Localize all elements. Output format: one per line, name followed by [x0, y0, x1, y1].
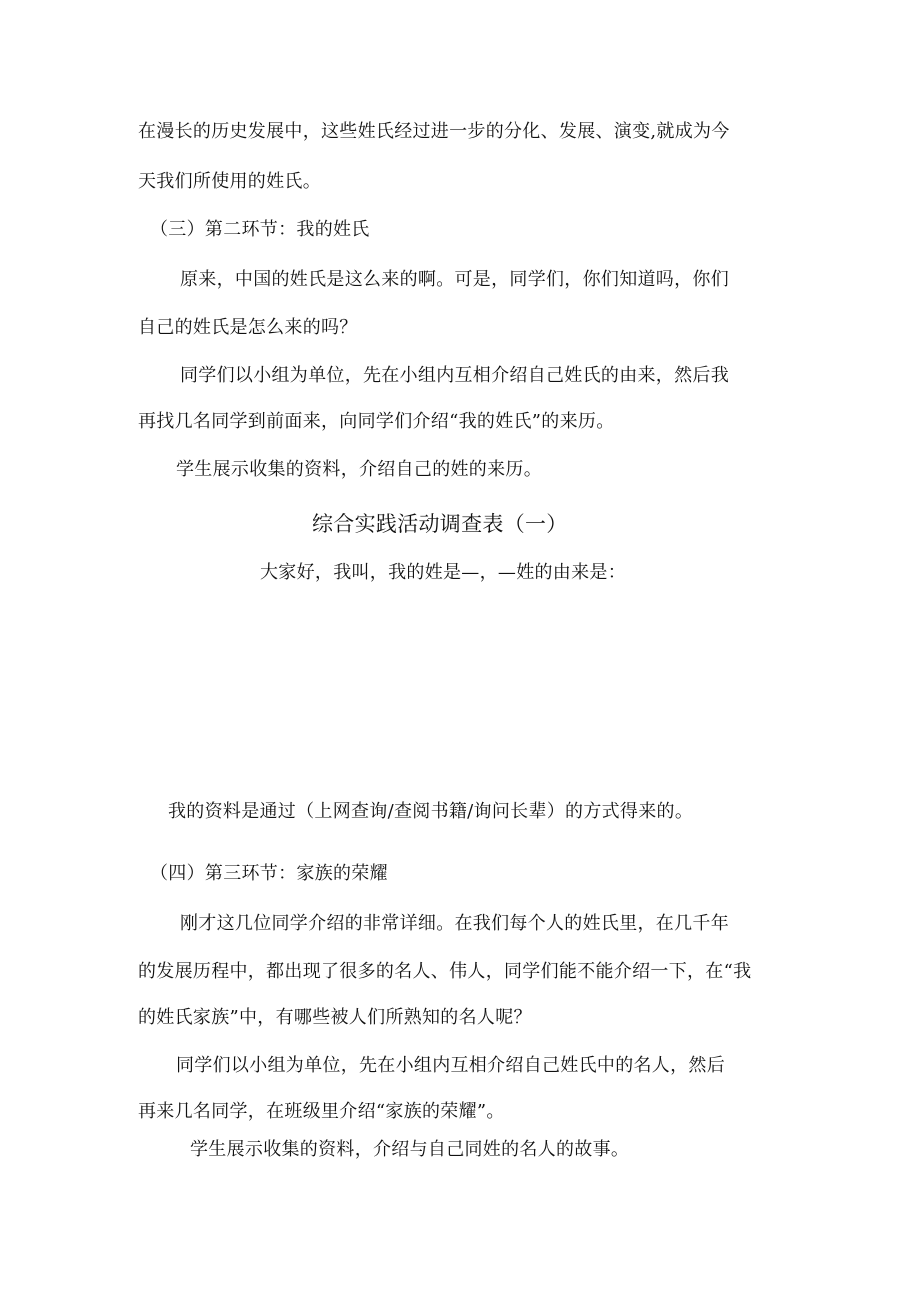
intro-line-1: 在漫长的历史发展中，这些姓氏经过进一步的分化、发展、演变,就成为今 [138, 121, 730, 142]
section-four-p1-line-2: 的发展历程中，都出现了很多的名人、伟人，同学们能不能介绍一下，在“我 [138, 961, 752, 982]
section-three-p1-line-2: 自己的姓氏是怎么来的吗？ [138, 317, 358, 338]
survey-source: 我的资料是通过（上网查询/查阅书籍/询问长辈）的方式得来的。 [168, 801, 694, 822]
section-three-heading: （三）第二环节：我的姓氏 [150, 219, 370, 240]
section-three-p2-line-1: 同学们以小组为单位，先在小组内互相介绍自己姓氏的由来，然后我 [180, 365, 729, 386]
section-four-p1-line-1: 刚才这几位同学介绍的非常详细。在我们每个人的姓氏里，在几千年 [180, 913, 729, 934]
section-four-p2-line-2: 再来几名同学，在班级里介绍“家族的荣耀”。 [138, 1101, 505, 1122]
section-three-p2-line-2: 再找几名同学到前面来，向同学们介绍“我的姓氏”的来历。 [138, 411, 615, 432]
section-four-p1-line-3: 的姓氏家族”中，有哪些被人们所熟知的名人呢？ [138, 1007, 532, 1028]
survey-title: 综合实践活动调查表（一） [312, 512, 568, 536]
intro-line-2: 天我们所使用的姓氏。 [138, 171, 321, 192]
section-four-p3: 学生展示收集的资料，介绍与自己同姓的名人的故事。 [190, 1139, 630, 1160]
section-four-heading: （四）第三环节：家族的荣耀 [150, 863, 388, 884]
survey-prompt: 大家好，我叫，我的姓是—，—姓的由来是： [260, 562, 626, 583]
section-four-p2-line-1: 同学们以小组为单位，先在小组内互相介绍自己姓氏中的名人，然后 [176, 1055, 725, 1076]
section-three-p3: 学生展示收集的资料，介绍自己的姓的来历。 [176, 459, 542, 480]
section-three-p1-line-1: 原来，中国的姓氏是这么来的啊。可是，同学们，你们知道吗，你们 [180, 269, 729, 290]
